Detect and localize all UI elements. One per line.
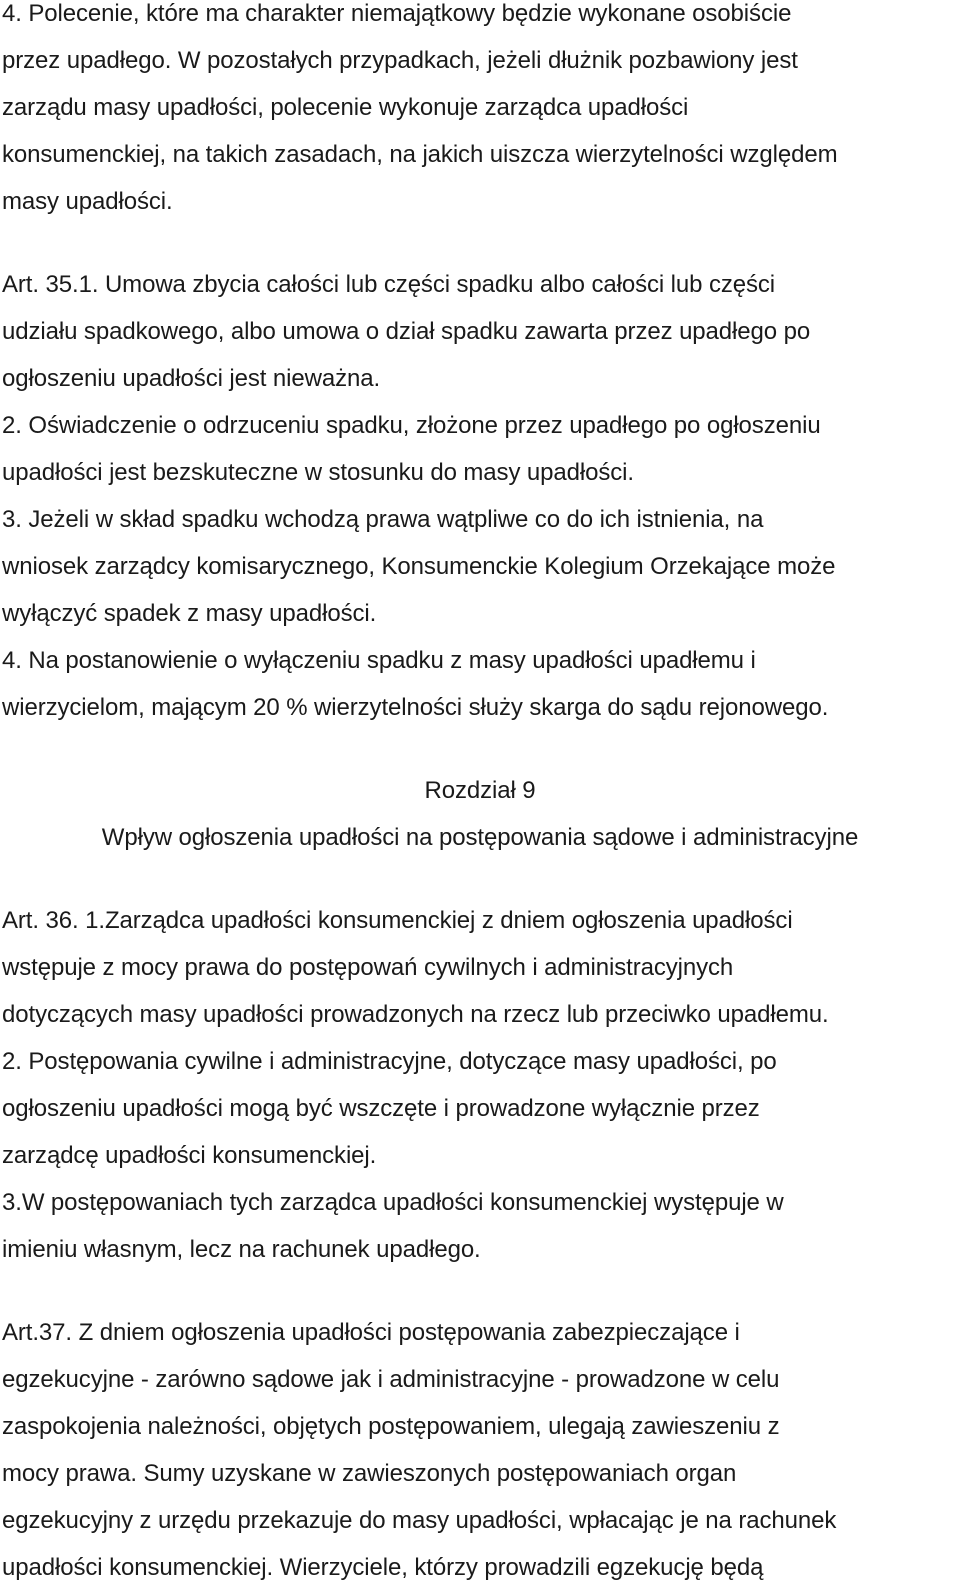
- article-35-line: Art. 35.1. Umowa zbycia całości lub części spadku albo całości lub części: [2, 271, 776, 298]
- text-line: egzekucyjne - zarówno sądowe jak i administracyjne - prowadzone w celu: [2, 1366, 780, 1393]
- paragraph-gap: [0, 1273, 960, 1309]
- text-line: wniosek zarządcy komisarycznego, Konsumenckie Kolegium Orzekające może: [2, 553, 836, 580]
- paragraph-gap: [0, 861, 960, 897]
- text-line: zaspokojenia należności, objętych postępowaniem, ulegają zawieszeniu z: [2, 1413, 780, 1440]
- text-line: 3.W postępowaniach tych zarządca upadłości konsumenckiej występuje w: [2, 1189, 784, 1216]
- text-line: zarządcę upadłości konsumenckiej.: [2, 1142, 377, 1169]
- paragraph-gap: [0, 225, 960, 261]
- text-line: wyłączyć spadek z masy upadłości.: [2, 600, 377, 627]
- paragraph-gap: [0, 731, 960, 767]
- text-line: zarządu masy upadłości, polecenie wykonuje zarządca upadłości: [2, 94, 689, 121]
- text-line: 4. Na postanowienie o wyłączeniu spadku z masy upadłości upadłemu i: [2, 647, 756, 674]
- text-line: imieniu własnym, lecz na rachunek upadłego.: [2, 1236, 481, 1263]
- article-37-line: Art.37. Z dniem ogłoszenia upadłości postępowania zabezpieczające i: [2, 1319, 740, 1346]
- text-line: upadłości jest bezskuteczne w stosunku do masy upadłości.: [2, 459, 634, 486]
- text-line: ogłoszeniu upadłości jest nieważna.: [2, 365, 381, 392]
- chapter-number: Rozdział 9: [424, 777, 536, 804]
- chapter-title: Wpływ ogłoszenia upadłości na postępowania sądowe i administracyjne: [101, 824, 859, 851]
- text-line: egzekucyjny z urzędu przekazuje do masy upadłości, wpłacając je na rachunek: [2, 1507, 837, 1534]
- text-line: upadłości konsumenckiej. Wierzyciele, którzy prowadzili egzekucję będą: [2, 1554, 764, 1581]
- text-line: 3. Jeżeli w skład spadku wchodzą prawa wątpliwe co do ich istnienia, na: [2, 506, 764, 533]
- text-line: udziału spadkowego, albo umowa o dział spadku zawarta przez upadłego po: [2, 318, 811, 345]
- text-line: konsumenckiej, na takich zasadach, na jakich uiszcza wierzytelności względem: [2, 141, 838, 168]
- text-line: przez upadłego. W pozostałych przypadkach, jeżeli dłużnik pozbawiony jest: [2, 47, 798, 74]
- text-line: 2. Postępowania cywilne i administracyjne, dotyczące masy upadłości, po: [2, 1048, 777, 1075]
- text-line: masy upadłości.: [2, 188, 173, 215]
- text-line: wstępuje z mocy prawa do postępowań cywilnych i administracyjnych: [2, 954, 734, 981]
- text-line: ogłoszeniu upadłości mogą być wszczęte i prowadzone wyłącznie przez: [2, 1095, 760, 1122]
- text-line: wierzycielom, mającym 20 % wierzytelności służy skarga do sądu rejonowego.: [2, 694, 829, 721]
- text-line: 4. Polecenie, które ma charakter niemajątkowy będzie wykonane osobiście: [2, 0, 792, 27]
- article-36-line: Art. 36. 1.Zarządca upadłości konsumenckiej z dniem ogłoszenia upadłości: [2, 907, 793, 934]
- text-line: dotyczących masy upadłości prowadzonych na rzecz lub przeciwko upadłemu.: [2, 1001, 829, 1028]
- text-line: mocy prawa. Sumy uzyskane w zawieszonych postępowaniach organ: [2, 1460, 737, 1487]
- text-line: 2. Oświadczenie o odrzuceniu spadku, złożone przez upadłego po ogłoszeniu: [2, 412, 821, 439]
